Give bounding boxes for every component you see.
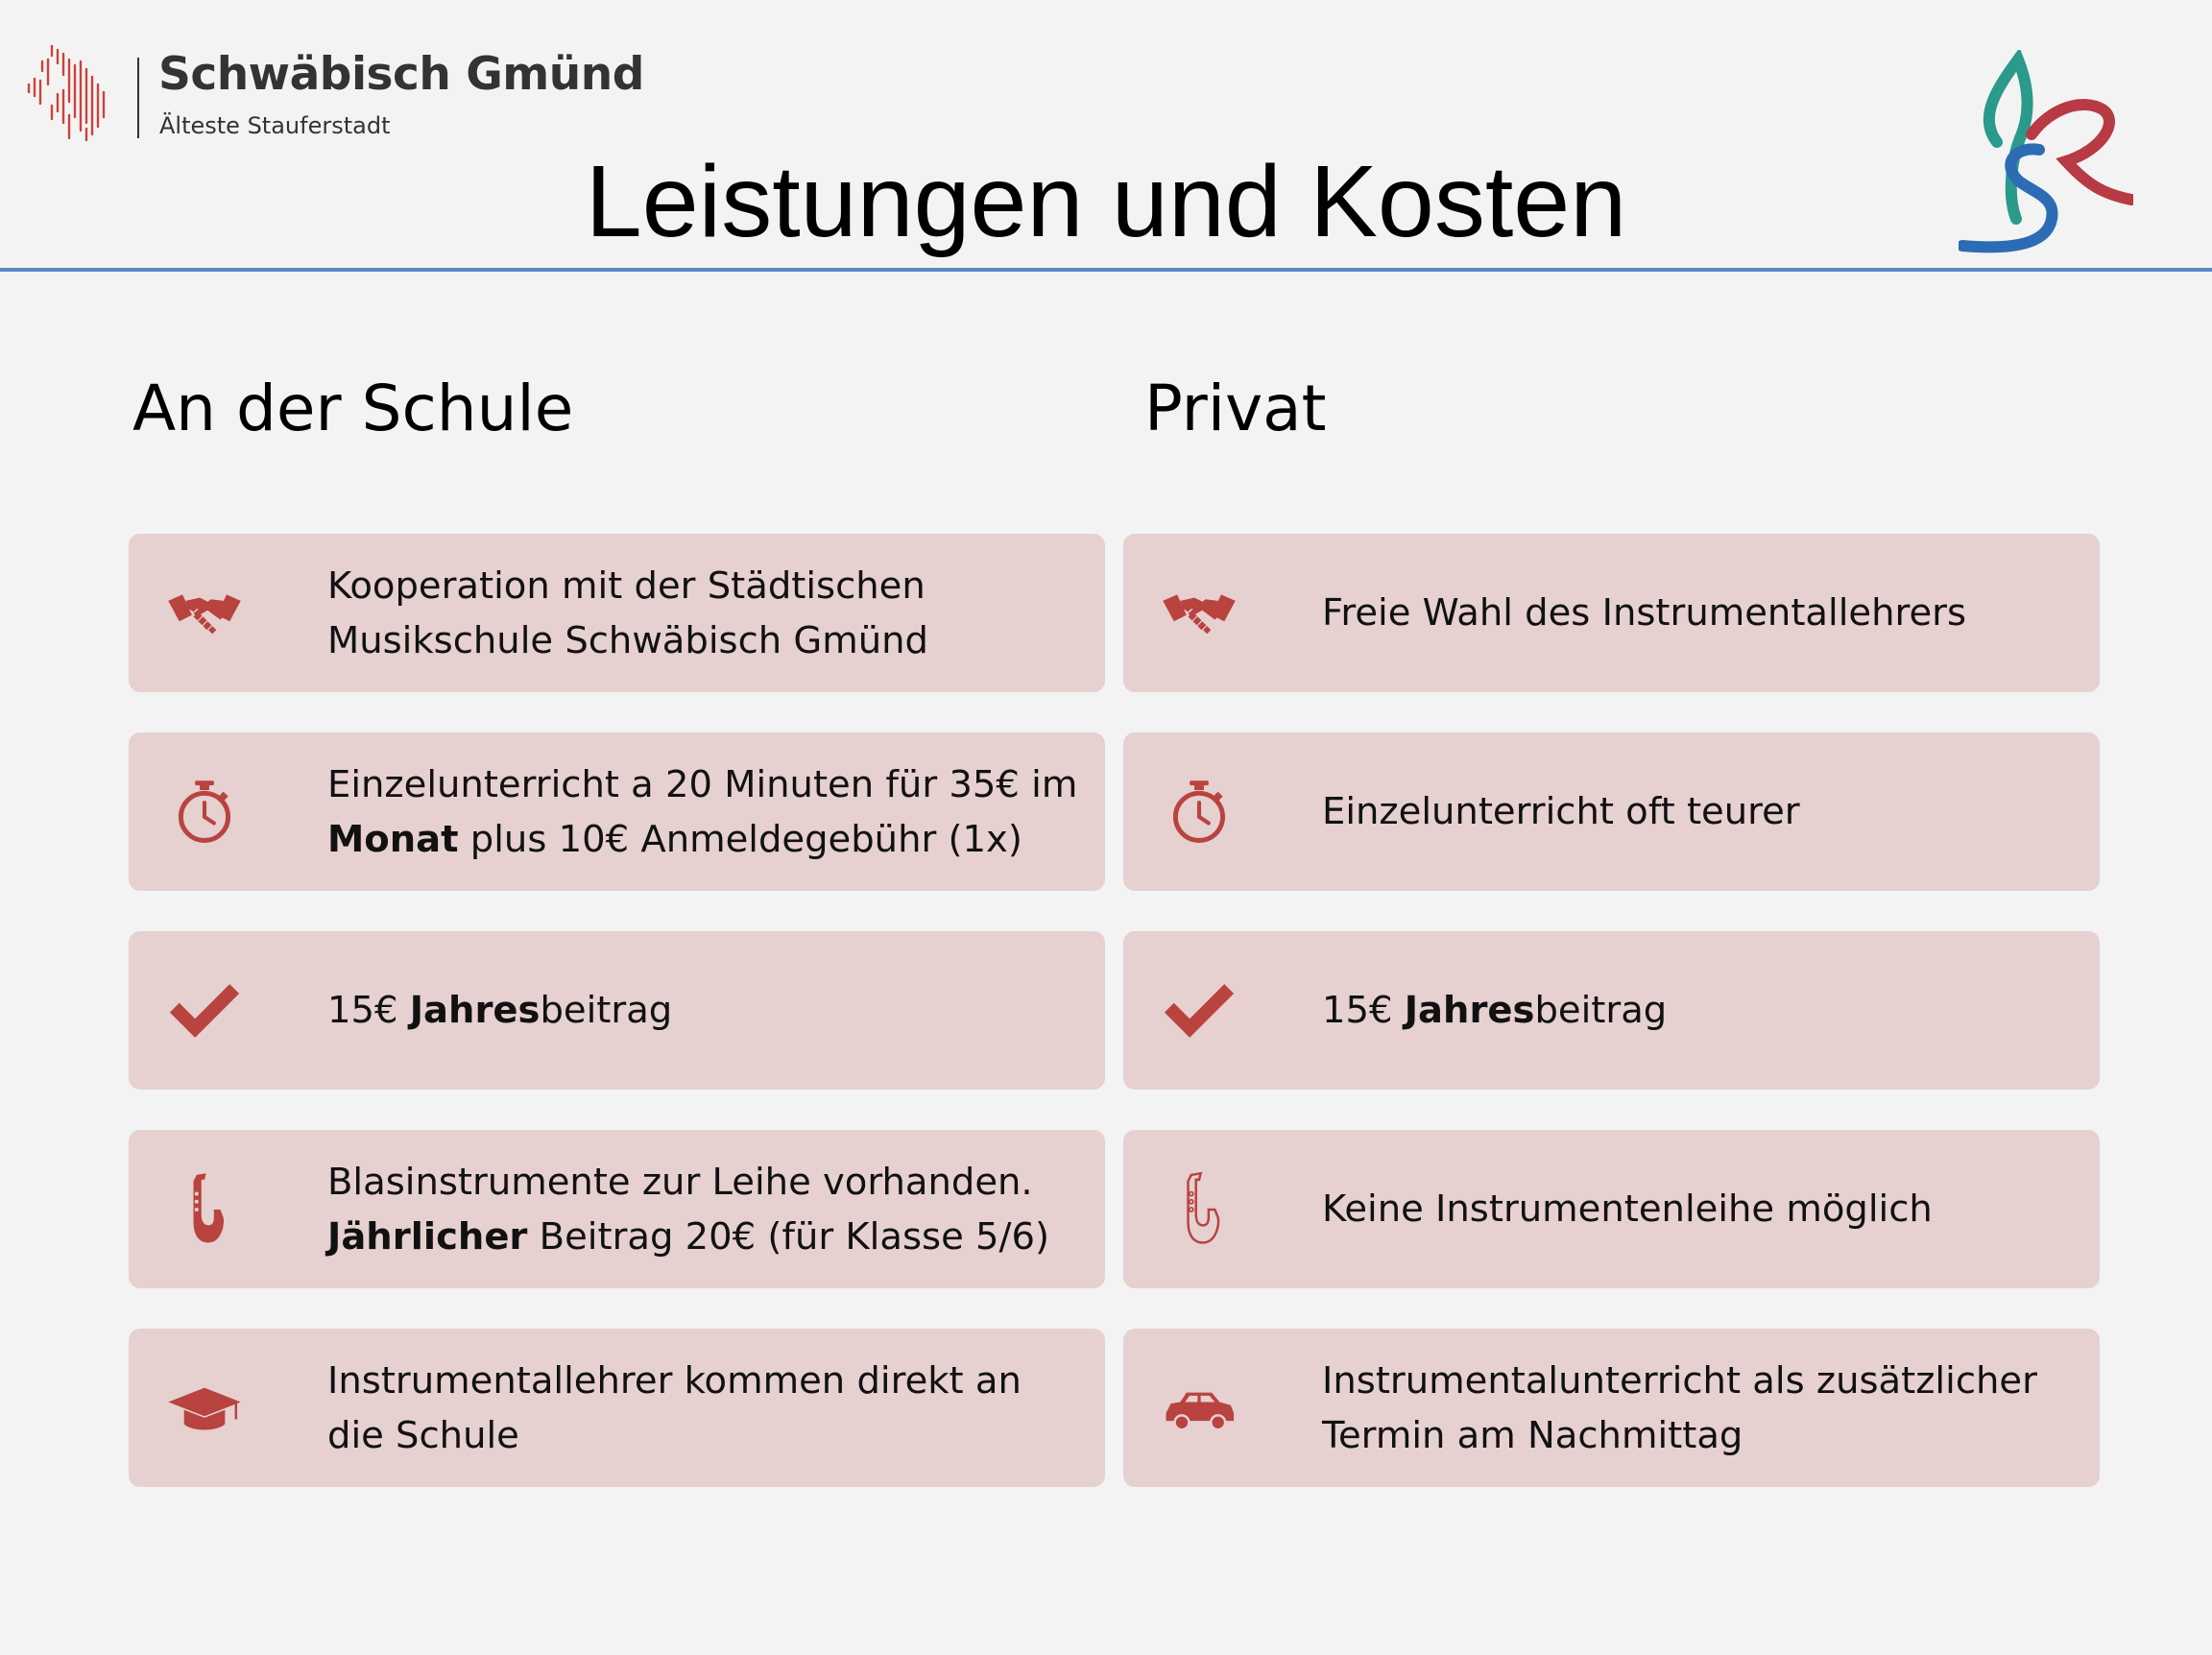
stopwatch-icon <box>165 773 244 851</box>
card-text-line: die Schule <box>327 1413 519 1457</box>
right-card-afternoon-appointment <box>1123 1329 2100 1487</box>
right-card-annual-fee <box>1123 931 2100 1090</box>
card-text-segment: Beitrag 20€ (für Klasse 5/6) <box>527 1214 1049 1259</box>
card-text-line: Keine Instrumentenleihe möglich <box>1322 1187 1933 1231</box>
graduation-cap-icon <box>165 1369 244 1448</box>
checkmark-icon <box>165 971 244 1050</box>
bold-text: Jahres <box>1404 989 1535 1032</box>
saxophone-outline-icon <box>1160 1170 1238 1249</box>
city-tagline: Älteste Stauferstadt <box>159 112 391 139</box>
handshake-icon <box>165 574 244 653</box>
right-column-heading: Privat <box>1144 372 1327 445</box>
card-text-line: Instrumentalunterricht als zusätzlicher <box>1322 1358 2037 1403</box>
card-text-line <box>327 1210 1090 1264</box>
page-title: Leistungen und Kosten <box>585 145 1627 258</box>
city-name: Schwäbisch Gmünd <box>158 48 644 101</box>
left-card-instrument-rental <box>129 1130 1105 1288</box>
left-column-heading: An der Schule <box>132 372 574 445</box>
title-rule <box>0 268 2212 272</box>
bold-text: Monat <box>327 817 459 861</box>
card-text-line <box>327 983 1090 1038</box>
card-text-line: Einzelunterricht oft teurer <box>1322 790 1800 833</box>
right-card-lessons <box>1123 732 2100 891</box>
saxophone-icon <box>165 1170 244 1249</box>
card-text-line: Kooperation mit der Städtischen <box>327 564 926 608</box>
city-crest-logo <box>23 42 111 142</box>
card-text-segment: 15€ <box>327 989 410 1032</box>
card-text-line: Einzelunterricht a 20 Minuten für 35€ im <box>327 762 1078 806</box>
bold-text: Jahres <box>409 989 541 1032</box>
right-card-no-rental <box>1123 1130 2100 1288</box>
card-text-segment: beitrag <box>1534 989 1668 1032</box>
left-card-annual-fee <box>129 931 1105 1090</box>
stopwatch-icon <box>1160 773 1238 851</box>
checkmark-icon <box>1160 971 1238 1050</box>
card-text-segment: 15€ <box>1322 989 1405 1032</box>
card-text-segment: beitrag <box>540 989 673 1032</box>
school-logo <box>1959 50 2133 257</box>
card-text-line: Instrumentallehrer kommen direkt an <box>327 1358 1022 1403</box>
logo-divider <box>137 58 139 138</box>
card-text-line <box>1322 983 2084 1038</box>
left-card-cooperation <box>129 534 1105 692</box>
left-card-teachers-at-school <box>129 1329 1105 1487</box>
right-card-free-choice <box>1123 534 2100 692</box>
card-text-line: Blasinstrumente zur Leihe vorhanden. <box>327 1160 1033 1204</box>
handshake-icon <box>1160 574 1238 653</box>
card-text-line: Freie Wahl des Instrumentallehrers <box>1322 591 1967 635</box>
card-text-segment: plus 10€ Anmeldegebühr (1x) <box>458 817 1022 861</box>
car-icon <box>1160 1369 1238 1448</box>
card-text-line <box>327 812 1090 867</box>
card-text-line: Musikschule Schwäbisch Gmünd <box>327 618 928 662</box>
card-text-line: Termin am Nachmittag <box>1322 1413 1743 1457</box>
bold-text: Jährlicher <box>327 1214 528 1259</box>
left-card-lessons <box>129 732 1105 891</box>
